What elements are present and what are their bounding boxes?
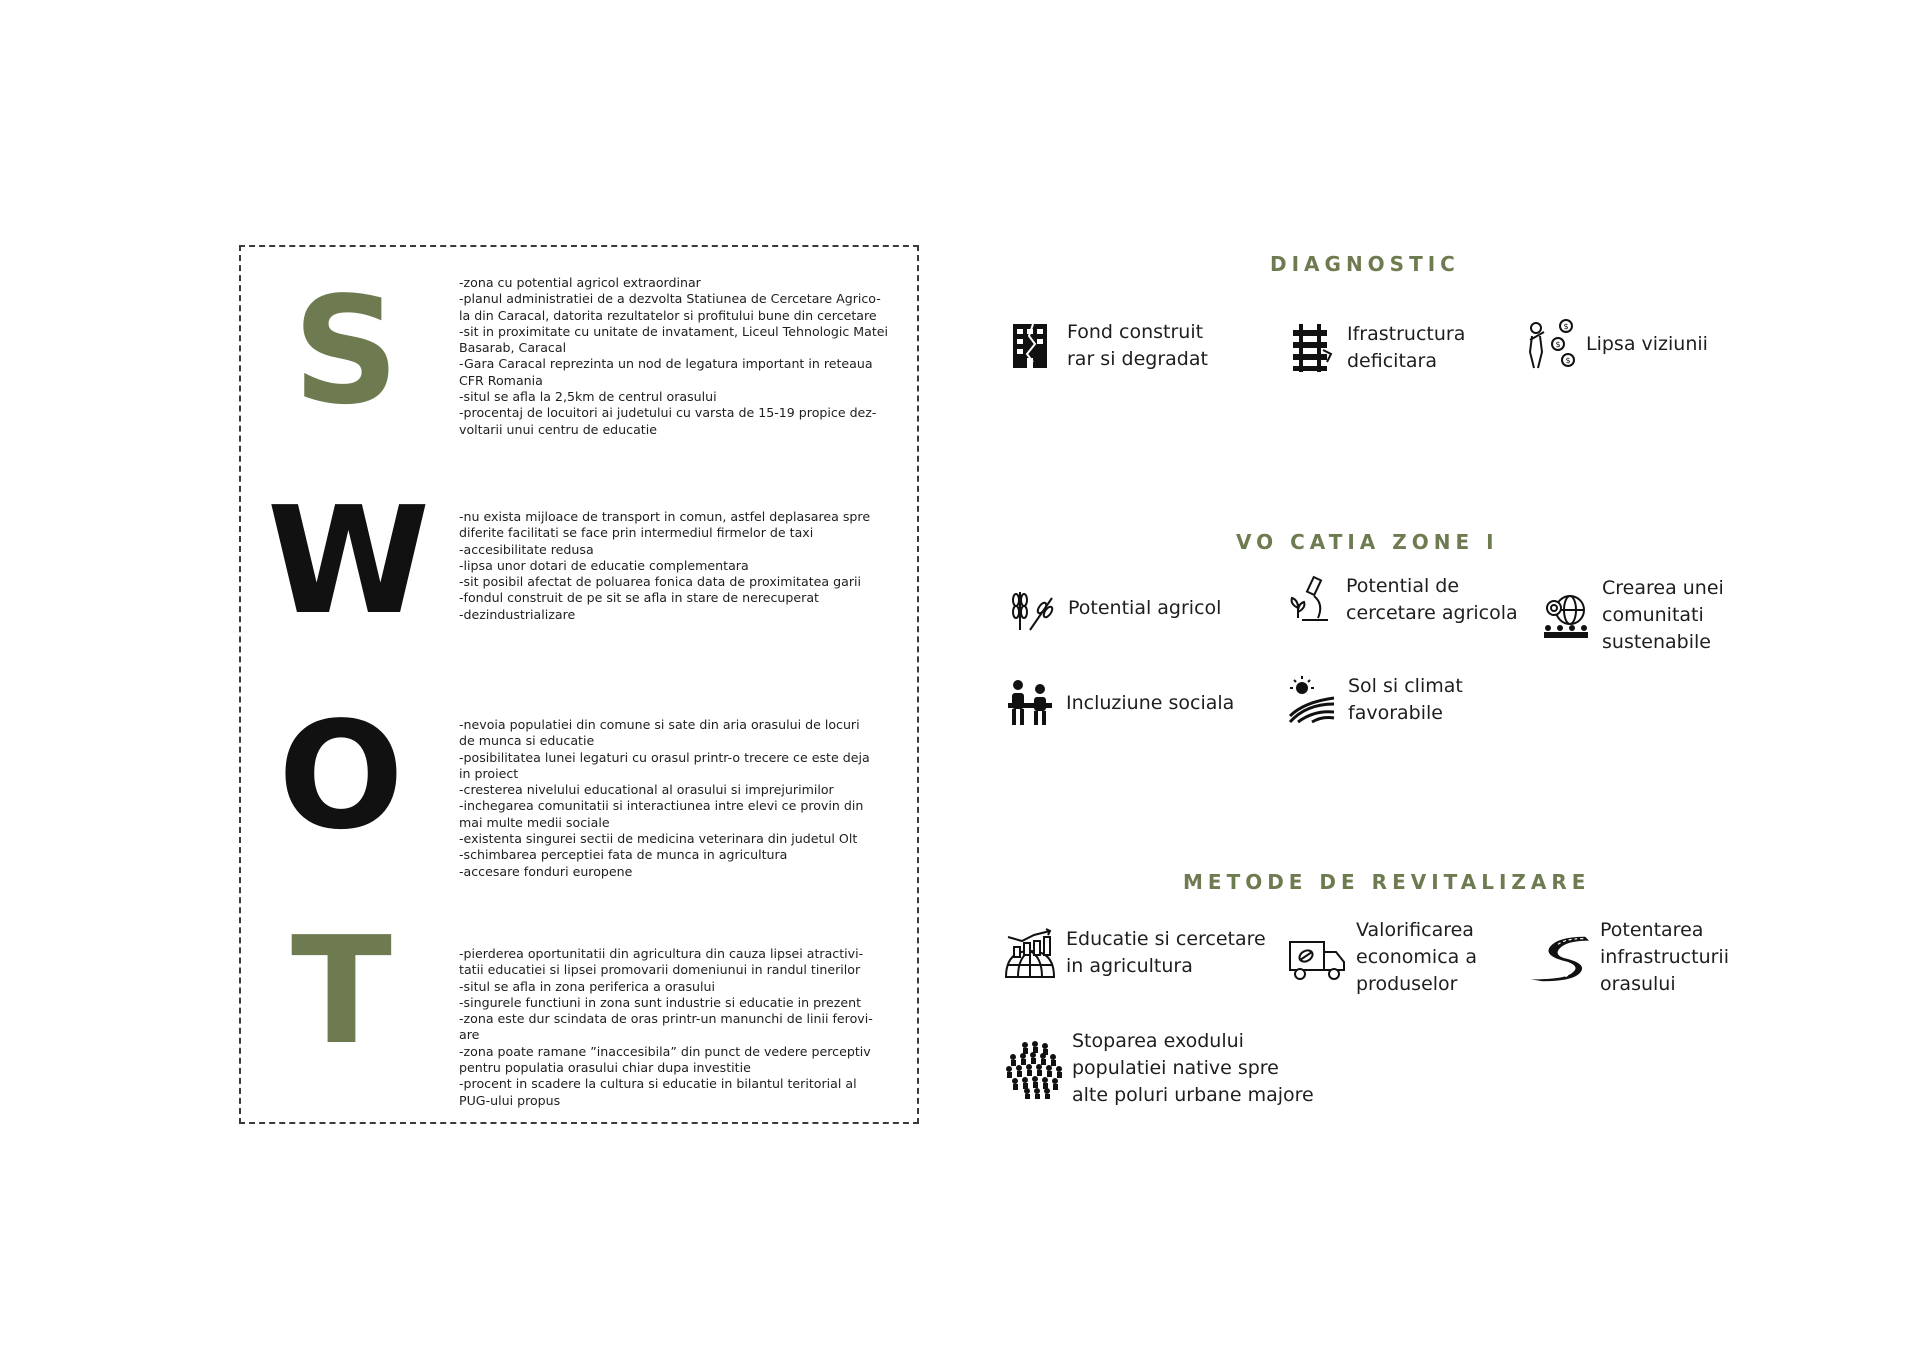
metode-item-valorificare	[1284, 917, 1477, 998]
wheat-icon	[1004, 580, 1060, 636]
vocatia-item-climat	[1284, 672, 1463, 728]
strengths-line: CFR Romania	[459, 372, 543, 388]
strengths-line: -sit in proximitate cu unitate de invatament, Liceul Tehnologic Matei	[459, 323, 889, 339]
item-label: Potential de cercetare agricola	[1346, 575, 1518, 624]
threats-line: are	[459, 1027, 480, 1043]
sun-field-icon	[1284, 672, 1340, 728]
opportunities-line: in proiect	[459, 765, 519, 781]
opportunities-line: -existenta singurei sectii de medicina veterinara din judetul Olt	[459, 831, 858, 847]
weaknesses-line: -accesibilitate redusa	[459, 541, 594, 557]
opportunities-line: de munca si educatie	[459, 733, 595, 749]
diagnostic-item-viziune	[1522, 316, 1708, 372]
opportunities-line: -nevoia populatiei din comune si sate din aria orasului de locuri	[459, 717, 860, 732]
strengths-line: Basarab, Caracal	[459, 340, 567, 356]
item-label: Crearea unei comunitati sustenabile	[1602, 577, 1724, 653]
strengths-line: -zona cu potential agricol extraordinar	[459, 275, 701, 290]
opportunities-line: -cresterea nivelului educational al orasului si imprejurimilor	[459, 782, 834, 798]
vocatia-item-agricol	[1004, 580, 1221, 636]
swot-letter-t: T	[291, 905, 392, 1077]
strengths-line: -procentaj de locuitori ai judetului cu varsta de 15-19 propice dez-	[459, 405, 877, 421]
weaknesses-line: diferite facilitati se face prin intermediul firmelor de taxi	[459, 525, 814, 541]
family-inclusion-icon	[1002, 675, 1058, 731]
strengths-line: la din Caracal, datorita rezultatelor si profitului bune din cercetare	[459, 307, 877, 323]
growth-globe-icon	[1002, 925, 1058, 981]
person-binoculars-money-icon	[1522, 316, 1578, 372]
metode-item-exod	[1002, 1028, 1314, 1109]
diagnostic-title: DIAGNOSTIC	[1270, 252, 1460, 276]
damaged-building-icon	[1003, 318, 1059, 374]
opportunities-line: -schimbarea perceptiei fata de munca in agricultura	[459, 847, 788, 863]
svg-text:$: $	[1563, 322, 1569, 331]
threats-line: tatii educatiei si lipsei promovarii domeniunui in randul tinerilor	[459, 962, 861, 978]
threats-text	[459, 946, 914, 1109]
metode-item-infrastructura	[1528, 917, 1729, 998]
item-label: Incluziune sociala	[1066, 691, 1235, 714]
swot-letter-w: W	[266, 475, 431, 647]
weaknesses-line: -fondul construit de pe sit se afla in stare de nerecuperat	[459, 590, 819, 606]
svg-text:$: $	[1555, 340, 1561, 349]
strengths-line: voltarii unui centru de educatie	[459, 421, 657, 437]
item-label: Potential agricol	[1068, 596, 1222, 619]
item-label: Educatie si cercetare in agricultura	[1066, 928, 1266, 977]
threats-line: -situl se afla in zona periferica a orasului	[459, 978, 715, 994]
opportunities-line: mai multe medii sociale	[459, 814, 610, 830]
weaknesses-line: -sit posibil afectat de poluarea fonica data de proximitatea garii	[459, 574, 861, 590]
weaknesses-line: -lipsa unor dotari de educatie complementara	[459, 557, 749, 573]
opportunities-text	[459, 717, 914, 880]
swot-letter-o: O	[278, 690, 404, 862]
railway-track-icon	[1283, 320, 1339, 376]
threats-line: -zona poate ramane ”inaccesibila” din punct de vedere perceptiv	[459, 1043, 871, 1059]
item-label: Fond construit rar si degradat	[1067, 321, 1208, 370]
threats-line: -singurele functiuni in zona sunt industrie si educatie in prezent	[459, 994, 862, 1010]
weaknesses-line: -nu exista mijloace de transport in comun, astfel deplasarea spre	[459, 509, 871, 524]
svg-text:$: $	[1565, 356, 1571, 365]
swot-letter-s: S	[292, 265, 400, 437]
metode-title: METODE DE REVITALIZARE	[1183, 870, 1591, 894]
vocatia-title: VO CATIA ZONE I	[1236, 530, 1499, 554]
strengths-line: -planul administratiei de a dezvolta Statiunea de Cercetare Agrico-	[459, 291, 881, 307]
vocatia-item-comunitati	[1538, 575, 1724, 656]
item-label: Lipsa viziunii	[1586, 332, 1708, 355]
item-label: Valorificarea economica a produselor	[1356, 919, 1477, 995]
microscope-plant-icon	[1282, 572, 1338, 628]
crowd-population-icon	[1002, 1041, 1064, 1097]
diagnostic-item-infrastructura	[1283, 320, 1465, 376]
swot-panel	[239, 245, 919, 1124]
opportunities-line: -posibilitatea lunei legaturi cu orasul printr-o trecere ce este deja	[459, 749, 870, 765]
strengths-line: -situl se afla la 2,5km de centrul orasului	[459, 389, 717, 405]
item-label: Potentarea infrastructurii orasului	[1600, 919, 1729, 995]
threats-line: -procent in scadere la cultura si educatie in bilantul teritorial al	[459, 1076, 857, 1092]
item-label: Sol si climat favorabile	[1348, 675, 1463, 724]
delivery-truck-icon	[1284, 930, 1348, 986]
strengths-text	[459, 275, 914, 438]
threats-line: pentru populatia orasului chiar dupa investitie	[459, 1060, 751, 1076]
vocatia-item-incluziune	[1002, 675, 1234, 731]
vocatia-item-cercetare	[1282, 572, 1518, 628]
opportunities-line: -inchegarea comunitatii si interactiunea intre elevi ce provin din	[459, 798, 864, 814]
threats-line: -zona este dur scindata de oras printr-un manunchi de linii ferovi-	[459, 1011, 873, 1027]
metode-item-educatie	[1002, 925, 1266, 981]
threats-line: -pierderea oportunitatii din agricultura din cauza lipsei atractivi-	[459, 946, 864, 961]
globe-community-icon	[1538, 588, 1594, 644]
item-label: Ifrastructura deficitara	[1347, 323, 1466, 372]
threats-line: PUG-ului propus	[459, 1092, 561, 1108]
strengths-line: -Gara Caracal reprezinta un nod de legatura important in reteaua	[459, 356, 873, 372]
diagnostic-item-fond	[1003, 318, 1208, 374]
weaknesses-line: -dezindustrializare	[459, 606, 576, 622]
opportunities-line: -accesare fonduri europene	[459, 863, 633, 879]
weaknesses-text	[459, 509, 914, 623]
winding-road-icon	[1528, 930, 1592, 986]
item-label: Stoparea exodului populatiei native spre alte poluri urbane majore	[1072, 1030, 1314, 1106]
